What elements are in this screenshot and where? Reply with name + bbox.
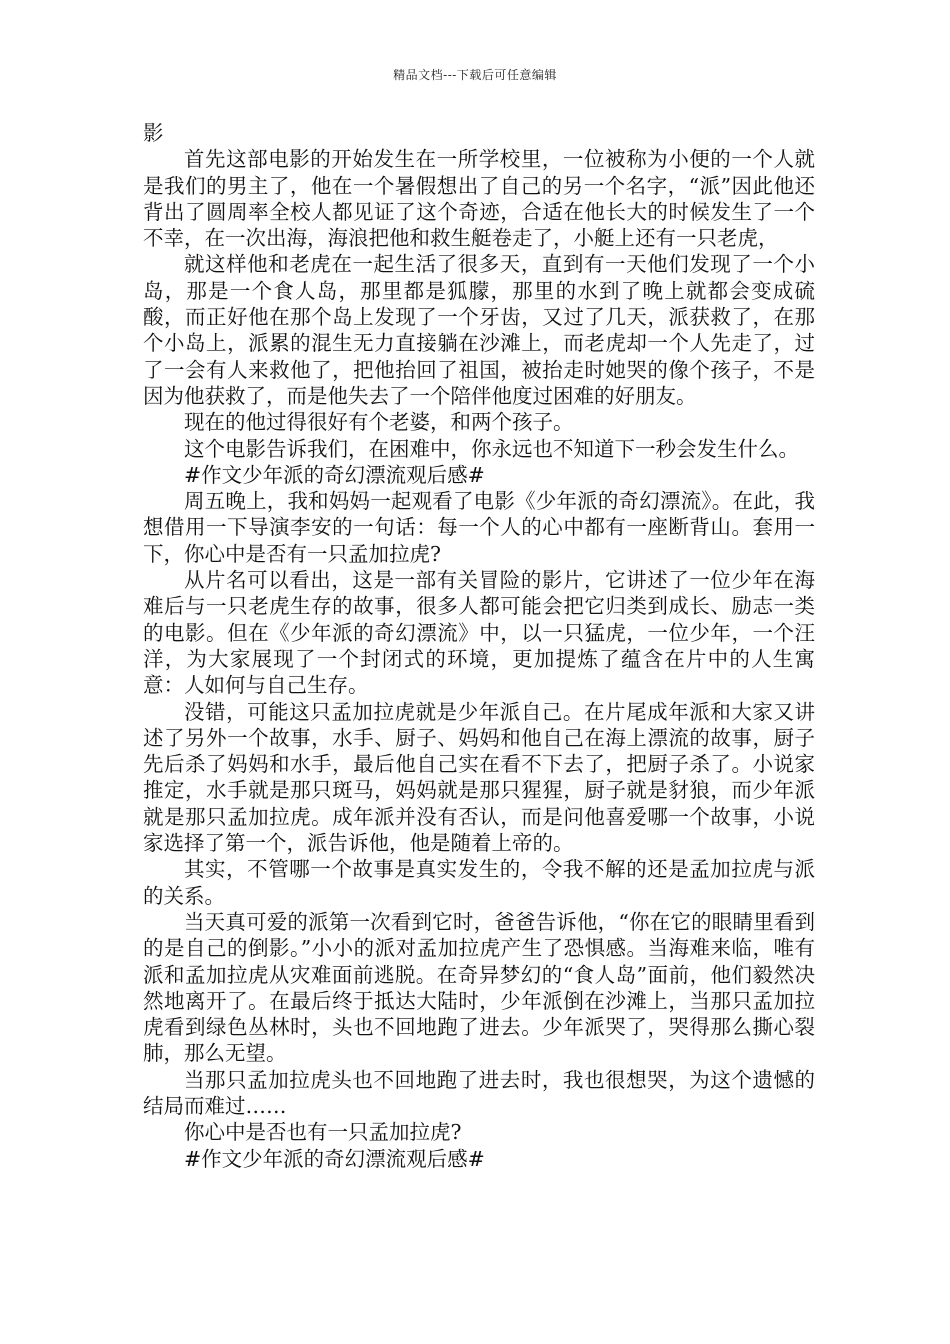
paragraph: 没错，可能这只孟加拉虎就是少年派自己。在片尾成年派和大家又讲述了另外一个故事，水手、厨子、妈妈和他自己在海上漂流的故事，厨子先后杀了妈妈和水手，最后他自己实在看不下去了，把厨子杀了。小说家推定，水手就是那只斑马，妈妈就是那只猩猩，厨子就是豺狼，而少年派就是那只孟加拉虎。成年派并没有否认，而是问他喜爱哪一个故事，小说家选择了第一个，派告诉他，他是随着上帝的。 — [143, 699, 815, 856]
paragraph: 从片名可以看出，这是一部有关冒险的影片，它讲述了一位少年在海难后与一只老虎生存的故事，很多人都可能会把它归类到成长、励志一类的电影。但在《少年派的奇幻漂流》中，以一只猛虎，一位少年，一个汪洋，为大家展现了一个封闭式的环境，更加提炼了蕴含在片中的人生寓意：人如何与自己生存。 — [143, 568, 815, 698]
paragraph: 这个电影告诉我们，在困难中，你永远也不知道下一秒会发生什么。 — [184, 436, 799, 461]
page-header: 精品文档---下载后可任意编辑 — [393, 68, 557, 82]
section-heading: #作文少年派的奇幻漂流观后感# — [184, 462, 485, 487]
paragraph: 首先这部电影的开始发生在一所学校里，一位被称为小便的一个人就是我们的男主了，他在一个暑假想出了自己的另一个名字，“派”因此他还背出了圆周率全校人都见证了这个奇迹，合适在他长大的时候发生了一个不幸，在一次出海，海浪把他和救生艇卷走了，小艇上还有一只老虎， — [143, 147, 815, 251]
paragraph: 周五晚上，我和妈妈一起观看了电影《少年派的奇幻漂流》。在此，我想借用一下导演李安的一句话：每一个人的心中都有一座断背山。套用一下，你心中是否有一只孟加拉虎? — [143, 489, 815, 566]
paragraph: 其实，不管哪一个故事是真实发生的，令我不解的还是孟加拉虎与派的关系。 — [143, 857, 815, 908]
paragraph: 现在的他过得很好有个老婆，和两个孩子。 — [184, 410, 574, 435]
paragraph: 影 — [143, 121, 164, 145]
section-heading: #作文少年派的奇幻漂流观后感# — [184, 1146, 485, 1171]
paragraph: 当那只孟加拉虎头也不回地跑了进去时，我也很想哭，为这个遗憾的结局而难过…… — [143, 1067, 815, 1118]
document-body — [143, 120, 815, 1172]
paragraph: 就这样他和老虎在一起生活了很多天，直到有一天他们发现了一个小岛，那是一个食人岛，那里都是狐朦，那里的水到了晚上就都会变成硫酸，而正好他在那个岛上发现了一个牙齿，又过了几天，派获救了，在那个小岛上，派累的混生无力直接躺在沙滩上，而老虎却一个人先走了，过了一会有人来救他了，把他抬回了祖国，被抬走时她哭的像个孩子，不是因为他获救了，而是他失去了一个陪伴他度过困难的好朋友。 — [143, 252, 815, 408]
paragraph: 当天真可爱的派第一次看到它时，爸爸告诉他，“你在它的眼睛里看到的是自己的倒影。”小小的派对孟加拉虎产生了恐惧感。当海难来临，唯有派和孟加拉虎从灾难面前逃脱。在奇异梦幻的“食人岛”面前，他们毅然决然地离开了。在最后终于抵达大陆时，少年派倒在沙滩上，当那只孟加拉虎看到绿色丛林时，头也不回地跑了进去。少年派哭了，哭得那么撕心裂肺，那么无望。 — [143, 909, 815, 1066]
paragraph: 你心中是否也有一只孟加拉虎? — [184, 1120, 462, 1145]
